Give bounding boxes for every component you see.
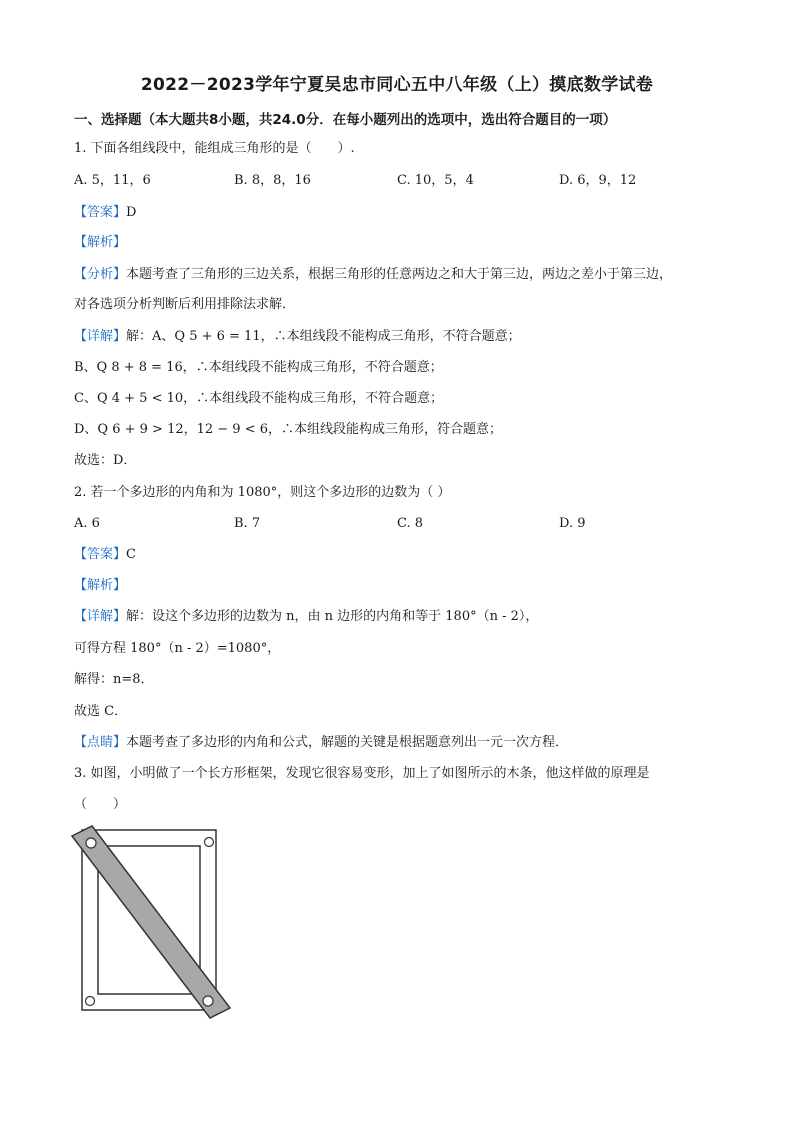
q2-option-b: B. 7 — [234, 516, 261, 531]
q2-detail-c: 解得：n=8． — [74, 672, 154, 687]
detail-tag: 【详解】 — [74, 329, 127, 344]
answer-value: D — [126, 205, 137, 220]
answer-tag: 【答案】 — [74, 547, 127, 562]
q1-stem: 1. 下面各组线段中，能组成三角形的是（ ）. — [74, 141, 355, 156]
detail-tag: 【详解】 — [74, 609, 127, 624]
q2-option-c: C. 8 — [397, 516, 424, 531]
section-heading: 一、选择题（本大题共8小题，共24.0分．在每小题列出的选项中，选出符合题目的一项） — [74, 112, 617, 128]
fenxi-text: 本题考查了三角形的三边关系，根据三角形的任意两边之和大于第三边，两边之差小于第三边， — [126, 267, 673, 282]
q1-option-b: B. 8，8，16 — [234, 173, 311, 188]
answer-value: C — [126, 547, 136, 562]
q2-dianjing — [74, 734, 568, 752]
q1-fenxi-cont: 对各选项分析判断后利用排除法求解． — [74, 297, 296, 312]
rectangular-frame-figure — [70, 822, 240, 1022]
q1-detail-c: C、Q 4 + 5 < 10，∴本组线段不能构成三角形，不符合题意； — [74, 391, 444, 406]
q1-fenxi — [74, 266, 672, 284]
q2-analysis-tag: 【解析】 — [74, 578, 127, 593]
corner-hole-bottom-left — [86, 997, 95, 1006]
dianjing-tag: 【点睛】 — [74, 735, 127, 750]
page-title: 2022－2023学年宁夏吴忠市同心五中八年级（上）摸底数学试卷 — [140, 75, 654, 95]
detail-text: 解：设这个多边形的边数为 n，由 n 边形的内角和等于 180°（n - 2）， — [126, 609, 539, 624]
q2-conclusion: 故选 C． — [74, 704, 128, 719]
q2-detail-b: 可得方程 180°（n - 2）=1080°， — [74, 641, 281, 656]
q2-detail — [74, 608, 538, 626]
q1-detail-b: B、Q 8 + 8 = 16，∴本组线段不能构成三角形，不符合题意； — [74, 360, 443, 375]
q2-answer — [74, 546, 136, 564]
q3-stem: 3. 如图，小明做了一个长方形框架，发现它很容易变形，加上了如图所示的木条，他这样做的原理是 — [74, 766, 650, 781]
q1-answer — [74, 204, 136, 222]
q1-option-d: D. 6，9，12 — [559, 173, 637, 188]
q3-blank: （ ） — [74, 797, 127, 812]
q2-option-d: D. 9 — [559, 516, 586, 531]
q1-conclusion: 故选：D． — [74, 453, 137, 468]
q2-stem: 2. 若一个多边形的内角和为 1080°，则这个多边形的边数为（ ） — [74, 485, 451, 500]
brace-hole-top — [86, 838, 96, 848]
brace-hole-bottom — [203, 996, 213, 1006]
q1-option-c: C. 10，5，4 — [397, 173, 474, 188]
answer-tag: 【答案】 — [74, 205, 127, 220]
q1-option-a: A. 5，11，6 — [74, 173, 151, 188]
dianjing-text: 本题考查了多边形的内角和公式，解题的关键是根据题意列出一元一次方程． — [126, 735, 569, 750]
q2-option-a: A. 6 — [74, 516, 100, 531]
detail-text: 解：A、Q 5 + 6 = 11，∴本组线段不能构成三角形，不符合题意； — [126, 329, 521, 344]
q1-analysis-tag: 【解析】 — [74, 235, 127, 250]
corner-hole-top-right — [205, 838, 214, 847]
q1-detail-d: D、Q 6 + 9 > 12，12 − 9 < 6，∴本组线段能构成三角形，符合题意； — [74, 422, 503, 437]
q1-detail — [74, 328, 521, 346]
fenxi-tag: 【分析】 — [74, 267, 127, 282]
